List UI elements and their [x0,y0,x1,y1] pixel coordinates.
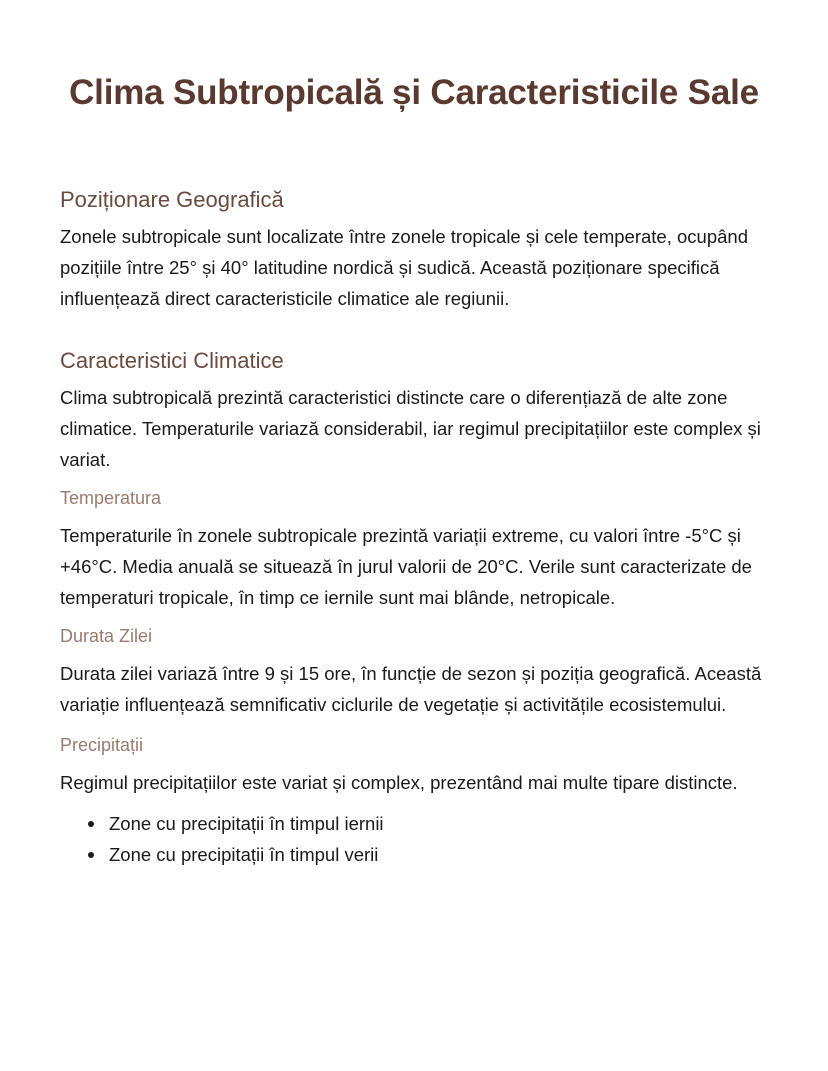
subsection-heading: Precipitații [60,735,144,755]
bullet-icon [88,821,94,827]
subsection-heading: Durata Zilei [60,626,153,646]
page-title: Clima Subtropicală și Caracteristicile Sale [69,73,759,112]
bullet-icon [88,852,94,858]
section-paragraph: Zonele subtropicale sunt localizate între zonele tropicale și cele temperate, ocupând pozițiile între 25° și 40° latitudine nordică și sudică. Această poziționare specifică influențează direct caracteristicile climatice ale regiunii. [60,226,748,309]
list-item [88,808,768,839]
subsection-paragraph: Temperaturile în zonele subtropicale prezintă variații extreme, cu valori între -5°C și +46°C. Media anuală se situează în jurul valorii de 20°C. Verile sunt caracterizate de temperaturi tropicale, în timp ce iernile sunt mai blânde, netropicale. [60,525,752,608]
list-item [88,839,768,870]
section-geographic-position [60,185,768,314]
section-heading: Poziționare Geografică [60,187,284,212]
list-item-text: Zone cu precipitații în timpul iernii [109,813,384,834]
bullet-list [60,808,768,870]
section-heading: Caracteristici Climatice [60,348,284,373]
subsection-day-length [60,623,768,720]
subsection-paragraph: Regimul precipitațiilor este variat și complex, prezentând mai multe tipare distincte. [60,772,738,793]
subsection-precipitation [60,732,768,870]
subsection-temperature [60,485,768,613]
subsection-paragraph: Durata zilei variază între 9 și 15 ore, în funcție de sezon și poziția geografică. Această variație influențează semnificativ ciclurile de vegetație și activitățile ecosistemului. [60,663,762,715]
subsection-heading: Temperatura [60,488,162,508]
section-paragraph: Clima subtropicală prezintă caracteristici distincte care o diferențiază de alte zone climatice. Temperaturile variază considerabil, iar regimul precipitațiilor este complex și variat. [60,387,761,470]
list-item-text: Zone cu precipitații în timpul verii [109,844,379,865]
section-climate-characteristics [60,346,768,870]
